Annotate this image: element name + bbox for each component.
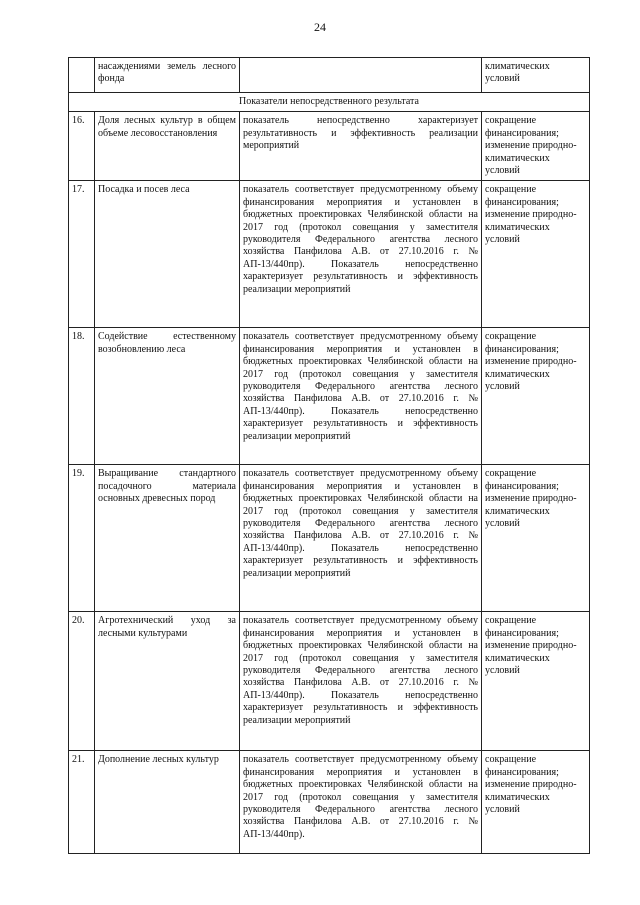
cell-risk: сокращение финансирования; изменение природно-климатических условий xyxy=(482,751,590,854)
rows-body xyxy=(69,112,590,854)
table-row xyxy=(69,612,590,751)
cell-name: Выращивание стандартного посадочного материала основных древесных пород xyxy=(95,465,240,612)
cell-desc: показатель соответствует предусмотренному объему финансирования мероприятия и установлен в бюджетных проектировках Челябинской области на 2017 год (протокол совещания у заместителя руководителя Федерального агентства лесного хозяйства Панфилова А.В. от 27.10.2016 г. № АП-13/440пр). Показатель непосредственно характеризует результативность и эффективность реализации мероприятий xyxy=(240,181,482,328)
cell-risk: сокращение финансирования; изменение природно-климатических условий xyxy=(482,612,590,751)
cell-risk: климатических условий xyxy=(482,58,590,93)
cell-risk: сокращение финансирования; изменение природно-климатических условий xyxy=(482,112,590,181)
cell-num: 20. xyxy=(69,612,95,751)
cell-name: Содействие естественному возобновлению леса xyxy=(95,328,240,465)
cell-num: 18. xyxy=(69,328,95,465)
cell-name: Дополнение лесных культур xyxy=(95,751,240,854)
cell-desc: показатель соответствует предусмотренному объему финансирования мероприятия и установлен в бюджетных проектировках Челябинской области на 2017 год (протокол совещания у заместителя руководителя Федерального агентства лесного хозяйства Панфилова А.В. от 27.10.2016 г. № АП-13/440пр). Показатель непосредственно характеризует результативность и эффективность реализации мероприятий xyxy=(240,328,482,465)
table-row xyxy=(69,112,590,181)
cell-risk: сокращение финансирования; изменение природно-климатических условий xyxy=(482,328,590,465)
section-header-row xyxy=(69,93,590,112)
cell-name: Посадка и посев леса xyxy=(95,181,240,328)
cell-desc: показатель непосредственно характеризует результативность и эффективность реализации мероприятий xyxy=(240,112,482,181)
cell-num: 16. xyxy=(69,112,95,181)
table-row xyxy=(69,181,590,328)
table-row xyxy=(69,328,590,465)
cell-num xyxy=(69,58,95,93)
cell-num: 19. xyxy=(69,465,95,612)
table-row-continuation xyxy=(69,58,590,93)
cell-name: Доля лесных культур в общем объеме лесовосстановления xyxy=(95,112,240,181)
page-number: 24 xyxy=(314,20,326,34)
cell-num: 21. xyxy=(69,751,95,854)
cell-desc xyxy=(240,58,482,93)
table-row xyxy=(69,465,590,612)
table-row xyxy=(69,751,590,854)
cell-risk: сокращение финансирования; изменение природно-климатических условий xyxy=(482,465,590,612)
cell-name: Агротехнический уход за лесными культурами xyxy=(95,612,240,751)
cell-desc: показатель соответствует предусмотренному объему финансирования мероприятия и установлен в бюджетных проектировках Челябинской области на 2017 год (протокол совещания у заместителя руководителя Федерального агентства лесного хозяйства Панфилова А.В. от 27.10.2016 г. № АП-13/440пр). Показатель непосредственно характеризует результативность и эффективность реализации мероприятий xyxy=(240,465,482,612)
section-title: Показатели непосредственного результата xyxy=(69,93,590,112)
cell-name: насаждениями земель лесного фонда xyxy=(95,58,240,93)
cell-desc: показатель соответствует предусмотренному объему финансирования мероприятия и установлен в бюджетных проектировках Челябинской области на 2017 год (протокол совещания у заместителя руководителя Федерального агентства лесного хозяйства Панфилова А.В. от 27.10.2016 г. № АП-13/440пр). xyxy=(240,751,482,854)
cell-num: 17. xyxy=(69,181,95,328)
cell-risk: сокращение финансирования; изменение природно-климатических условий xyxy=(482,181,590,328)
indicators-table xyxy=(68,57,590,854)
cell-desc: показатель соответствует предусмотренному объему финансирования мероприятия и установлен в бюджетных проектировках Челябинской области на 2017 год (протокол совещания у заместителя руководителя Федерального агентства лесного хозяйства Панфилова А.В. от 27.10.2016 г. № АП-13/440пр). Показатель непосредственно характеризует результативность и эффективность реализации мероприятий xyxy=(240,612,482,751)
